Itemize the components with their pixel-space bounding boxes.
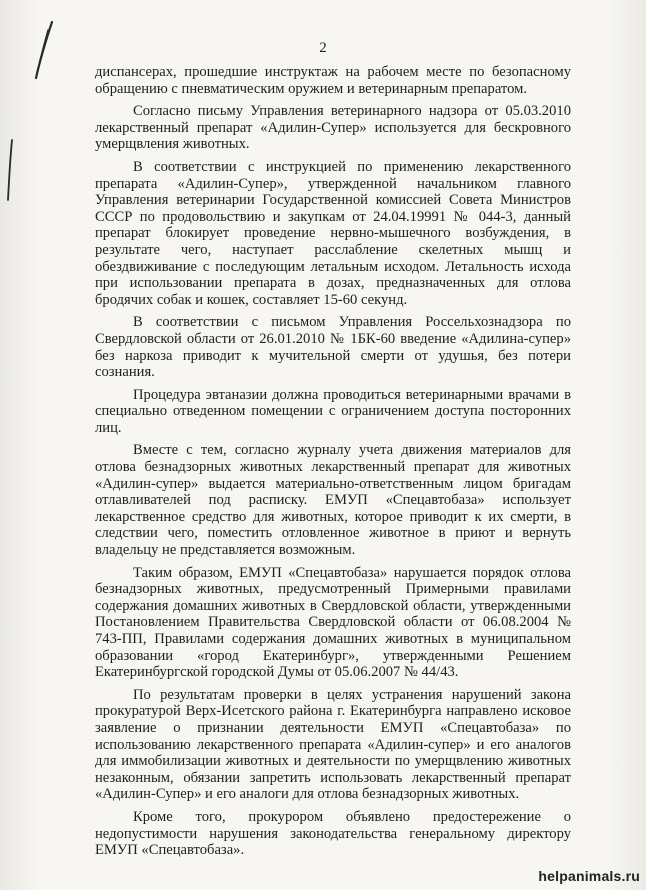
site-watermark: helpanimals.ru xyxy=(538,868,640,884)
paragraph: В соответствии с инструкцией по применению лекарственного препарата «Адилин-Супер», утвержденной начальником главного Управления ветеринарии Государственной комиссией Совета Министров СССР по продовольствию и закупкам от 24.04.19991 № 044-3, данный препарат блокирует проведение нервно-мышечного возбуждения, в результате чего, наступает расслабление скелетных мышц и обездвиживание с последующим летальным исходом. Летальность исхода при использовании препарата в дозах, предназначенных для отлова бродячих собак и кошек, составляет 15-60 секунд. xyxy=(95,158,571,308)
paragraph: Таким образом, ЕМУП «Спецавтобаза» нарушается порядок отлова безнадзорных животных, предусмотренный Примерными правилами содержания домашних животных в Свердловской области, утвержденными Постановлением Правительства Свердловской области от 06.08.2004 № 743-ПП, Правилами содержания домашних животных в муниципальном образовании «город Екатеринбург», утвержденными Решением Екатеринбургской городской Думы от 05.06.2007 № 44/43. xyxy=(95,564,571,681)
paragraph: В соответствии с письмом Управления Россельхознадзора по Свердловской области от 26.01.2010 № 1БК-60 введение «Адилина-супер» без наркоза приводит к мучительной смерти от удушья, без потери сознания. xyxy=(95,314,571,381)
paragraph: диспансерах, прошедшие инструктаж на рабочем месте по безопасному обращению с пневматическим оружием и ветеринарным препаратом. xyxy=(95,64,571,97)
paragraph: Процедура эвтаназии должна проводиться ветеринарными врачами в специально отведенном помещении с ограничением доступа посторонних лиц. xyxy=(95,386,571,436)
paragraph: Согласно письму Управления ветеринарного надзора от 05.03.2010 лекарственный препарат «Адилин-Супер» используется для бескровного умерщвления животных. xyxy=(95,103,571,153)
document-body xyxy=(95,64,571,865)
paragraph: По результатам проверки в целях устранения нарушений закона прокуратурой Верх-Исетского района г. Екатеринбурга направлено исковое заявление о признании деятельности ЕМУП «Спецавтобаза» по использованию лекарственного препарата «Адилин-супер» и его аналогов для иммобилизации животных и деятельности по умерщвлению животных незаконным, обязании запретить использовать лекарственный препарат «Адилин-Супер» и его аналоги для отлова безнадзорных животных. xyxy=(95,686,571,803)
page-number: 2 xyxy=(319,40,327,56)
handwritten-margin-mark xyxy=(0,0,80,260)
paragraph: Вместе с тем, согласно журналу учета движения материалов для отлова безнадзорных животных лекарственный препарат для животных «Адилин-супер» выдается материально-ответственным лицом бригадам отлавливателей под расписку. ЕМУП «Спецавтобаза» использует лекарственное средство для животных, которое приводит к их смерти, в следствии чего, поместить отловленное животное в приют и вернуть владельцу не представляется возможным. xyxy=(95,442,571,559)
paragraph: Кроме того, прокурором объявлено предостережение о недопустимости нарушения законодательства генеральному директору ЕМУП «Спецавтобаза». xyxy=(95,808,571,859)
